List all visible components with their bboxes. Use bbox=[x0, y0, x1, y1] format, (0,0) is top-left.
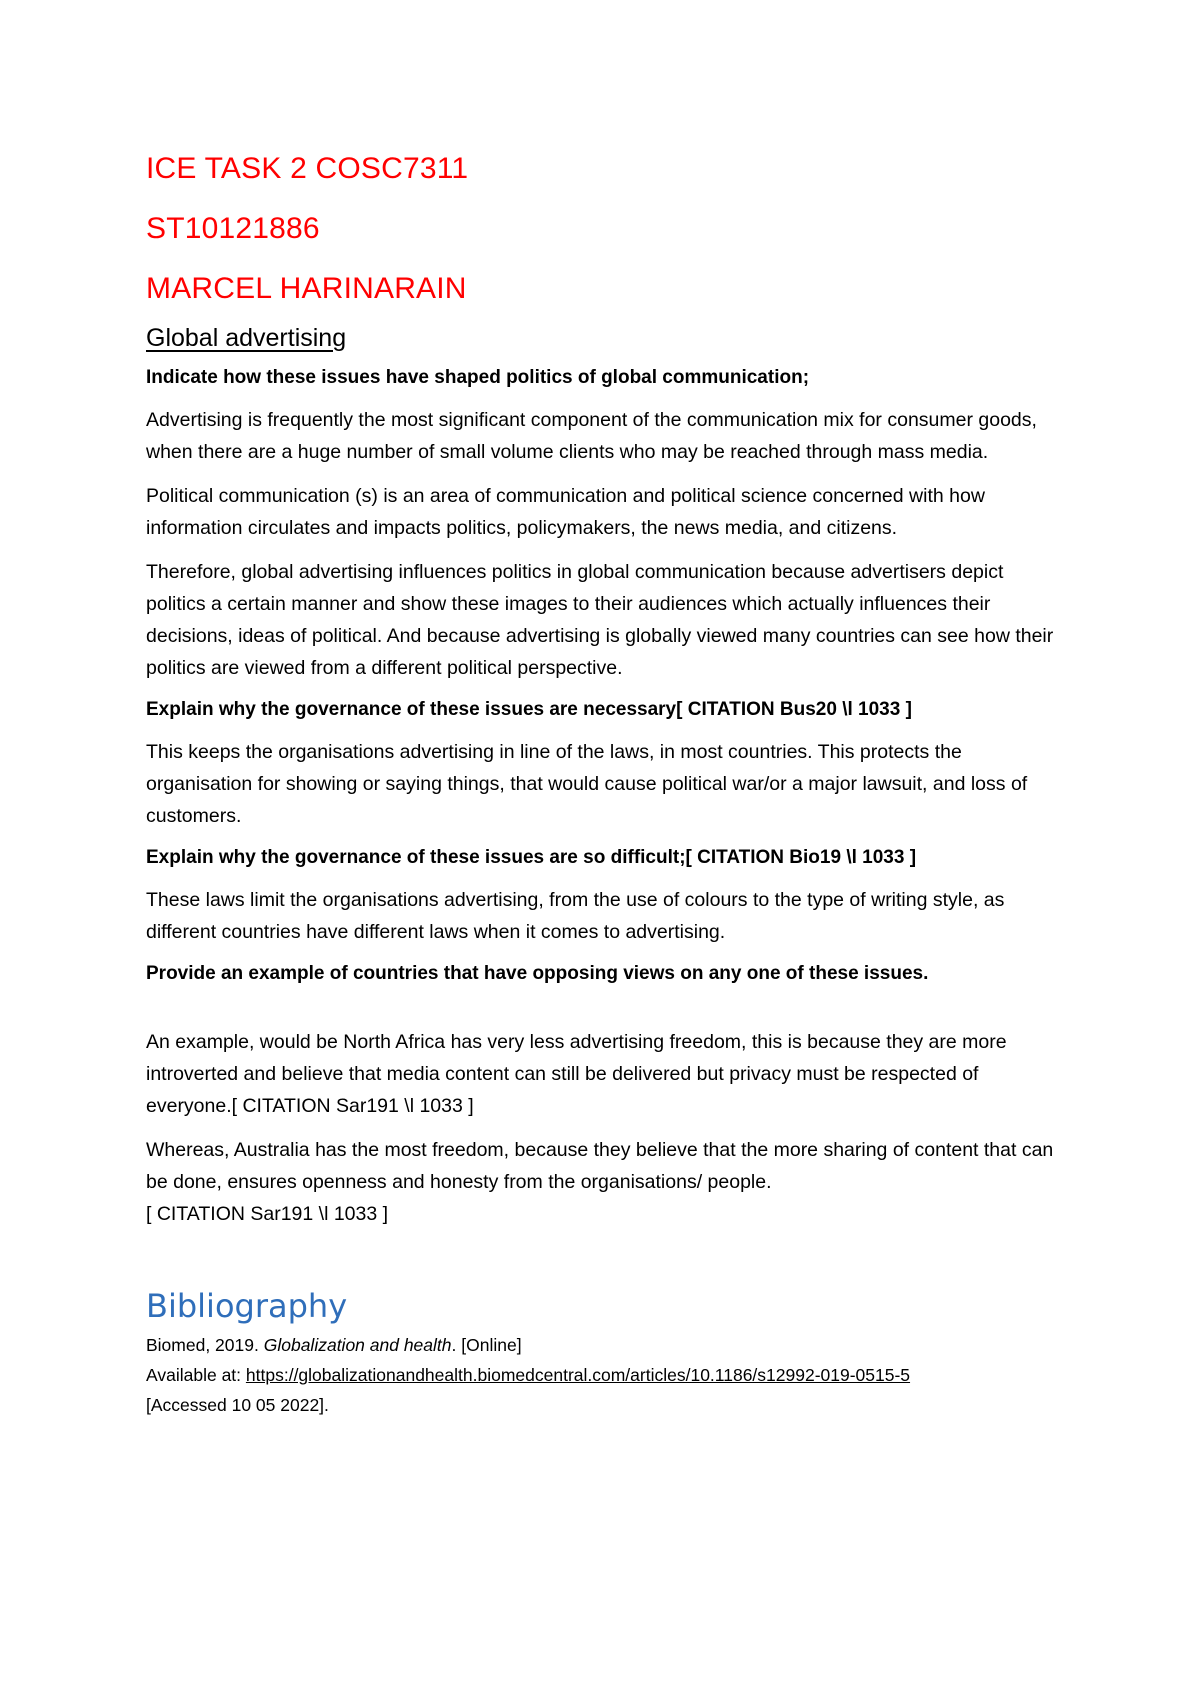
bibliography-entry-line-3: [Accessed 10 05 2022]. bbox=[146, 1395, 329, 1415]
document-body bbox=[146, 150, 1066, 1420]
question-3: Explain why the governance of these issues are so difficult;[ CITATION Bio19 \l 1033 ] bbox=[146, 847, 917, 868]
question-2: Explain why the governance of these issues are necessary[ CITATION Bus20 \l 1033 ] bbox=[146, 699, 912, 720]
section-heading: Global advertising bbox=[146, 324, 347, 352]
paragraph-3: Therefore, global advertising influences politics in global communication because advertisers depict politics a certain manner and show these images to their audiences which actually influences their decisions, ideas of political. And because advertising is globally viewed many countries can see how their politics are viewed from a different political perspective. bbox=[146, 561, 1054, 679]
student-number: ST10121886 bbox=[146, 212, 320, 245]
question-1: Indicate how these issues have shaped politics of global communication; bbox=[146, 367, 810, 388]
task-title: ICE TASK 2 COSC7311 bbox=[146, 152, 469, 185]
paragraph-7-text: Whereas, Australia has the most freedom, because they believe that the more sharing of content that can be done, ensures openness and honesty from the organisations/ people. bbox=[146, 1139, 1054, 1193]
paragraph-2: Political communication (s) is an area of communication and political science concerned with how information circulates and impacts politics, policymakers, the news media, and citizens. bbox=[146, 485, 985, 539]
bibliography-heading: Bibliography bbox=[146, 1287, 348, 1325]
paragraph-7 bbox=[146, 1134, 1066, 1230]
blank-line bbox=[146, 1000, 1066, 1026]
paragraph-6: An example, would be North Africa has very less advertising freedom, this is because they are more introverted and believe that media content can still be delivered but privacy must be respected of everyone.[ CITATION Sar191 \l 1033 ] bbox=[146, 1031, 1007, 1117]
question-4: Provide an example of countries that have opposing views on any one of these issues. bbox=[146, 963, 929, 984]
bib-url-link[interactable]: https://globalizationandhealth.biomedcentral.com/articles/10.1186/s12992-019-0515-5 bbox=[245, 1365, 911, 1385]
student-name: MARCEL HARINARAIN bbox=[146, 272, 467, 305]
paragraph-5: These laws limit the organisations advertising, from the use of colours to the type of writing style, as different countries have different laws when it comes to advertising. bbox=[146, 889, 1005, 943]
bib-author: Biomed, 2019. bbox=[146, 1335, 259, 1355]
paragraph-4: This keeps the organisations advertising in line of the laws, in most countries. This protects the organisation for showing or saying things, that would cause political war/or a major lawsuit, and loss of customers. bbox=[146, 741, 1028, 827]
bibliography-entry-line-2 bbox=[146, 1360, 1066, 1390]
paragraph-1: Advertising is frequently the most significant component of the communication mix for consumer goods, when there are a huge number of small volume clients who may be reached through mass media. bbox=[146, 409, 1037, 463]
bib-online: . [Online] bbox=[451, 1335, 522, 1355]
paragraph-7-citation: [ CITATION Sar191 \l 1033 ] bbox=[146, 1203, 389, 1225]
bib-title: Globalization and health bbox=[263, 1335, 452, 1355]
bib-available-label: Available at: bbox=[146, 1365, 242, 1385]
bibliography-entry-line-1 bbox=[146, 1330, 1066, 1360]
